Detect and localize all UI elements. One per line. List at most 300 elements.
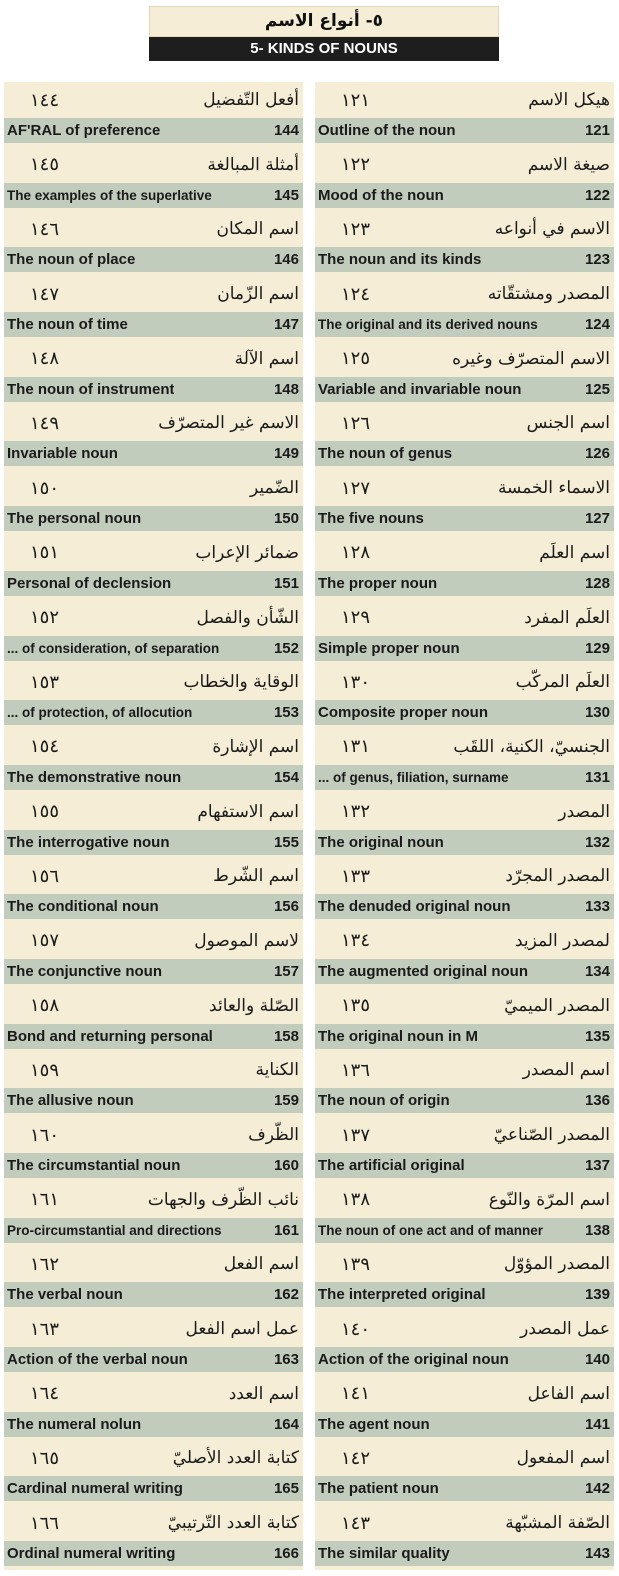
- english-row: [4, 183, 303, 208]
- english-row: [4, 700, 303, 725]
- index-entry: [4, 1376, 303, 1441]
- english-title: The five nouns: [318, 510, 424, 528]
- english-title: Ordinal numeral writing: [7, 1545, 176, 1563]
- english-page-number: 165: [273, 1480, 299, 1498]
- english-row: [315, 506, 614, 531]
- arabic-title: اسم الجنس: [526, 413, 610, 434]
- english-row: [315, 1476, 614, 1501]
- index-entry: [4, 405, 303, 470]
- arabic-page-number: ١٣٣: [341, 865, 371, 887]
- index-entry: [315, 341, 614, 406]
- right-index-column: [315, 82, 614, 1570]
- english-page-number: 136: [584, 1092, 610, 1110]
- arabic-page-number: ١٥٦: [30, 865, 60, 887]
- english-page-number: 124: [584, 316, 610, 334]
- arabic-title: هيكل الاسم: [528, 90, 610, 110]
- english-title: Personal of declension: [7, 574, 172, 592]
- english-page-number: 138: [584, 1221, 610, 1239]
- arabic-page-number: ١٤٠: [341, 1318, 371, 1340]
- arabic-title: ضمائر الإعراب: [195, 542, 299, 563]
- arabic-title: الوقاية والخطاب: [183, 672, 299, 693]
- arabic-row: [315, 1376, 614, 1412]
- index-entry: [315, 405, 614, 470]
- arabic-title: العلَم المفرد: [524, 607, 610, 628]
- arabic-page-number: ١٤٩: [30, 412, 60, 434]
- arabic-title: الصّفة المشبّهة: [505, 1513, 610, 1534]
- arabic-page-number: ١٣٧: [341, 1124, 371, 1146]
- english-title: The noun of origin: [318, 1092, 450, 1110]
- english-title: The similar quality: [318, 1545, 450, 1563]
- english-title: ... of consideration, of separation: [7, 640, 220, 656]
- index-entry: [4, 600, 303, 665]
- english-row: [315, 1282, 614, 1307]
- english-page-number: 135: [584, 1027, 610, 1045]
- arabic-row: [315, 211, 614, 247]
- english-page-number: 152: [273, 639, 299, 657]
- index-entry: [315, 1246, 614, 1311]
- english-row: [315, 1541, 614, 1566]
- arabic-page-number: ١٤١: [341, 1383, 371, 1405]
- arabic-title: المصدر الميميّ: [504, 995, 610, 1016]
- arabic-title: الظّرف: [248, 1125, 299, 1145]
- index-entry: [315, 729, 614, 794]
- index-entry: [315, 211, 614, 276]
- english-page-number: 143: [584, 1545, 610, 1563]
- english-title: The numeral nolun: [7, 1415, 142, 1433]
- english-row: [315, 377, 614, 402]
- arabic-page-number: ١٢٨: [341, 542, 371, 564]
- english-title: The demonstrative noun: [7, 768, 182, 786]
- english-row: [315, 247, 614, 272]
- arabic-title: العلَم المركّب: [515, 672, 610, 693]
- index-entry: [315, 988, 614, 1053]
- arabic-title: أفعل التّفضيل: [203, 90, 299, 110]
- arabic-title: اسم الفاعل: [527, 1383, 610, 1404]
- arabic-page-number: ١٣٠: [341, 671, 371, 693]
- arabic-row: [4, 535, 303, 571]
- english-row: [4, 765, 303, 790]
- arabic-row: [315, 988, 614, 1024]
- arabic-row: [4, 1117, 303, 1153]
- index-entry: [315, 147, 614, 212]
- english-page-number: 166: [273, 1545, 299, 1563]
- english-title: The personal noun: [7, 510, 142, 528]
- index-entry: [4, 664, 303, 729]
- english-row: [4, 1476, 303, 1501]
- arabic-page-number: ١٥٩: [30, 1059, 60, 1081]
- arabic-row: [4, 664, 303, 700]
- arabic-page-number: ١٤٨: [30, 348, 60, 370]
- index-entry: [4, 276, 303, 341]
- english-title: The verbal noun: [7, 1286, 123, 1304]
- arabic-title: المصدر المؤوّل: [503, 1254, 610, 1275]
- english-title: Bond and returning personal: [7, 1027, 213, 1045]
- english-page-number: 163: [273, 1351, 299, 1369]
- arabic-row: [315, 405, 614, 441]
- english-row: [315, 118, 614, 143]
- index-entry: [4, 923, 303, 988]
- arabic-page-number: ١٢٢: [341, 154, 371, 176]
- arabic-title: لمصدر المزيد: [514, 930, 610, 951]
- arabic-page-number: ١٤٧: [30, 283, 60, 305]
- arabic-page-number: ١٣٦: [341, 1059, 371, 1081]
- index-entry: [315, 535, 614, 600]
- english-title: The noun and its kinds: [318, 251, 482, 269]
- english-row: [4, 1541, 303, 1566]
- english-page-number: 142: [584, 1480, 610, 1498]
- arabic-title: المصدر الصّناعيّ: [493, 1125, 610, 1145]
- english-title: The augmented original noun: [318, 962, 528, 980]
- english-page-number: 129: [584, 639, 610, 657]
- arabic-row: [315, 1182, 614, 1218]
- english-title: Composite proper noun: [318, 704, 488, 722]
- index-entry: [315, 600, 614, 665]
- arabic-title: المصدر ومشتقّاته: [487, 284, 610, 305]
- english-page-number: 146: [273, 251, 299, 269]
- arabic-row: [4, 82, 303, 118]
- english-page-number: 131: [584, 768, 610, 786]
- index-entry: [315, 794, 614, 859]
- english-row: [4, 1218, 303, 1243]
- arabic-page-number: ١٢٥: [341, 348, 371, 370]
- index-entry: [4, 794, 303, 859]
- english-title: The original and its derived nouns: [318, 317, 538, 333]
- english-row: [315, 1088, 614, 1113]
- arabic-page-number: ١٦٦: [30, 1512, 60, 1534]
- arabic-title: المصدر المجرّد: [505, 866, 610, 887]
- english-row: [4, 1024, 303, 1049]
- index-entry: [4, 988, 303, 1053]
- arabic-page-number: ١٤٣: [341, 1512, 371, 1534]
- arabic-title: الاسم المتصرّف وغيره: [452, 348, 610, 369]
- english-row: [315, 571, 614, 596]
- english-row: [4, 830, 303, 855]
- english-row: [315, 183, 614, 208]
- arabic-row: [315, 82, 614, 118]
- english-page-number: 134: [584, 962, 610, 980]
- english-row: [315, 894, 614, 919]
- arabic-page-number: ١٥٤: [30, 736, 60, 758]
- arabic-row: [4, 1311, 303, 1347]
- arabic-row: [4, 1505, 303, 1541]
- arabic-page-number: ١٦١: [30, 1189, 60, 1211]
- index-entry: [315, 276, 614, 341]
- english-page-number: 127: [584, 510, 610, 528]
- english-title: The noun of time: [7, 316, 128, 334]
- english-page-number: 133: [584, 898, 610, 916]
- arabic-title: اسم المرّة والنّوع: [488, 1189, 610, 1210]
- english-page-number: 121: [584, 122, 610, 139]
- index-entry: [4, 470, 303, 535]
- english-title: The examples of the superlative: [7, 187, 212, 203]
- index-entry: [315, 858, 614, 923]
- arabic-row: [315, 147, 614, 183]
- english-row: [4, 1412, 303, 1437]
- arabic-page-number: ١٦٣: [30, 1318, 60, 1340]
- index-entry: [4, 1505, 303, 1570]
- english-row: [4, 1347, 303, 1372]
- arabic-row: [315, 664, 614, 700]
- english-row: [315, 1024, 614, 1049]
- english-page-number: 156: [273, 898, 299, 916]
- index-entry: [4, 1052, 303, 1117]
- arabic-title: أمثلة المبالغة: [207, 154, 299, 175]
- arabic-title: لاسم الموصول: [194, 930, 299, 951]
- arabic-row: [315, 341, 614, 377]
- english-page-number: 141: [584, 1415, 610, 1433]
- english-row: [4, 636, 303, 661]
- arabic-title: اسم الآلة: [234, 348, 299, 369]
- english-page-number: 132: [584, 833, 610, 851]
- arabic-row: [315, 1117, 614, 1153]
- english-row: [315, 1218, 614, 1243]
- english-row: [315, 959, 614, 984]
- english-row: [4, 1088, 303, 1113]
- arabic-page-number: ١٤٢: [341, 1447, 371, 1469]
- arabic-page-number: ١٥٠: [30, 477, 60, 499]
- arabic-page-number: ١٢٩: [341, 607, 371, 628]
- arabic-row: [4, 923, 303, 959]
- arabic-title: اسم الفعل: [223, 1254, 299, 1275]
- english-title: Variable and invariable noun: [318, 380, 522, 398]
- section-title-english: 5- KINDS OF NOUNS: [149, 37, 499, 61]
- arabic-title: عمل المصدر: [520, 1319, 610, 1340]
- arabic-row: [4, 600, 303, 636]
- english-title: The original noun in M: [318, 1027, 478, 1045]
- english-row: [4, 247, 303, 272]
- english-page-number: 122: [584, 186, 610, 204]
- arabic-title: اسم الاستفهام: [197, 801, 299, 822]
- index-entry: [315, 1440, 614, 1505]
- english-page-number: 154: [273, 768, 299, 786]
- english-title: The original noun: [318, 833, 444, 851]
- arabic-title: كتابة العدد الأصليّ: [172, 1448, 299, 1469]
- arabic-title: المصدر: [558, 801, 610, 822]
- english-row: [4, 959, 303, 984]
- english-page-number: 159: [273, 1092, 299, 1110]
- arabic-page-number: ١٢٦: [341, 412, 371, 434]
- index-entry: [315, 1117, 614, 1182]
- arabic-row: [315, 923, 614, 959]
- arabic-title: اسم المكان: [216, 219, 299, 240]
- english-title: The proper noun: [318, 574, 438, 592]
- english-title: The circumstantial noun: [7, 1157, 181, 1174]
- english-title: ... of genus, filiation, surname: [318, 769, 509, 785]
- english-page-number: 164: [273, 1415, 299, 1433]
- english-page-number: 128: [584, 574, 610, 592]
- arabic-row: [315, 729, 614, 765]
- english-page-number: 160: [273, 1157, 299, 1174]
- arabic-row: [4, 729, 303, 765]
- arabic-page-number: ١٦٥: [30, 1447, 60, 1469]
- english-row: [4, 377, 303, 402]
- arabic-row: [4, 794, 303, 830]
- english-row: [315, 1347, 614, 1372]
- english-row: [315, 830, 614, 855]
- arabic-title: اسم العدد: [228, 1383, 299, 1404]
- index-entry: [4, 535, 303, 600]
- arabic-page-number: ١٣٨: [341, 1189, 371, 1211]
- index-entry: [315, 470, 614, 535]
- arabic-page-number: ١٢٣: [341, 218, 371, 240]
- left-index-column: [4, 82, 303, 1570]
- english-row: [4, 1153, 303, 1178]
- index-entry: [315, 1376, 614, 1441]
- english-row: [4, 312, 303, 337]
- arabic-title: الجنسيّ، الكنية، اللقَب: [453, 736, 610, 757]
- arabic-row: [315, 600, 614, 636]
- english-row: [315, 441, 614, 466]
- english-page-number: 139: [584, 1286, 610, 1304]
- english-page-number: 148: [273, 380, 299, 398]
- english-row: [315, 700, 614, 725]
- english-title: The noun of one act and of manner: [318, 1222, 544, 1238]
- arabic-row: [315, 1311, 614, 1347]
- arabic-title: الاسم غير المتصرّف: [158, 413, 299, 434]
- english-row: [315, 636, 614, 661]
- arabic-row: [4, 211, 303, 247]
- arabic-title: الضّمير: [250, 478, 299, 499]
- english-title: The interrogative noun: [7, 833, 170, 851]
- index-entry: [4, 1246, 303, 1311]
- arabic-page-number: ١٣٥: [341, 995, 371, 1017]
- arabic-row: [4, 405, 303, 441]
- arabic-row: [4, 1182, 303, 1218]
- english-title: The noun of instrument: [7, 380, 175, 398]
- arabic-page-number: ١٣١: [341, 736, 371, 758]
- arabic-row: [4, 988, 303, 1024]
- english-title: The conditional noun: [7, 898, 159, 916]
- arabic-row: [4, 1246, 303, 1282]
- arabic-row: [4, 341, 303, 377]
- arabic-title: الكناية: [255, 1060, 299, 1081]
- index-entry: [315, 1505, 614, 1570]
- arabic-row: [315, 794, 614, 830]
- english-row: [315, 765, 614, 790]
- arabic-page-number: ١٣٢: [341, 801, 371, 823]
- english-page-number: 123: [584, 251, 610, 269]
- english-row: [4, 441, 303, 466]
- english-page-number: 147: [273, 316, 299, 334]
- arabic-title: اسم العلَم: [539, 542, 610, 563]
- english-page-number: 137: [584, 1157, 610, 1174]
- arabic-title: اسم الإشارة: [212, 736, 299, 757]
- index-entry: [4, 1182, 303, 1247]
- arabic-page-number: ١٥٣: [30, 671, 60, 693]
- english-title: The noun of genus: [318, 445, 453, 463]
- english-page-number: 155: [273, 833, 299, 851]
- arabic-page-number: ١٥٢: [30, 607, 60, 628]
- arabic-row: [315, 1052, 614, 1088]
- arabic-title: نائب الظّرف والجهات: [147, 1189, 299, 1210]
- arabic-page-number: ١٢٧: [341, 477, 371, 499]
- arabic-row: [315, 1505, 614, 1541]
- english-title: Action of the original noun: [318, 1351, 509, 1369]
- index-entry: [315, 1311, 614, 1376]
- english-page-number: 126: [584, 445, 610, 463]
- english-page-number: 151: [273, 574, 299, 592]
- english-row: [315, 312, 614, 337]
- english-page-number: 149: [273, 445, 299, 463]
- arabic-row: [315, 858, 614, 894]
- arabic-row: [4, 470, 303, 506]
- arabic-row: [4, 147, 303, 183]
- english-page-number: 130: [584, 704, 610, 722]
- english-page-number: 157: [273, 962, 299, 980]
- english-title: Outline of the noun: [318, 122, 456, 139]
- english-title: The noun of place: [7, 251, 136, 269]
- english-title: The agent noun: [318, 1415, 430, 1433]
- arabic-title: اسم الزّمان: [217, 284, 299, 305]
- index-entry: [4, 82, 303, 147]
- arabic-page-number: ١٢١: [341, 89, 371, 111]
- english-page-number: 125: [584, 380, 610, 398]
- arabic-row: [4, 1376, 303, 1412]
- english-row: [4, 894, 303, 919]
- arabic-row: [4, 276, 303, 312]
- english-title: Pro-circumstantial and directions: [7, 1222, 222, 1238]
- section-title-arabic: ٥- أنواع الاسم: [149, 6, 499, 37]
- english-title: The conjunctive noun: [7, 962, 163, 980]
- arabic-title: الاسم في أنواعه: [494, 219, 610, 240]
- arabic-row: [4, 1052, 303, 1088]
- english-page-number: 140: [584, 1351, 610, 1369]
- english-title: Simple proper noun: [318, 639, 460, 657]
- index-entry: [4, 147, 303, 212]
- english-title: The artificial original: [318, 1157, 465, 1174]
- arabic-row: [4, 1440, 303, 1476]
- index-entry: [4, 341, 303, 406]
- index-entry: [315, 664, 614, 729]
- english-title: The allusive noun: [7, 1092, 134, 1110]
- index-entry: [4, 1440, 303, 1505]
- english-title: ... of protection, of allocution: [7, 705, 193, 721]
- english-row: [4, 506, 303, 531]
- index-entry: [315, 82, 614, 147]
- english-row: [4, 118, 303, 143]
- arabic-page-number: ١٦٤: [30, 1383, 60, 1405]
- english-page-number: 162: [273, 1286, 299, 1304]
- arabic-page-number: ١٥٧: [30, 930, 60, 952]
- arabic-row: [315, 276, 614, 312]
- index-entry: [4, 1311, 303, 1376]
- english-title: Invariable noun: [7, 445, 118, 463]
- arabic-page-number: ١٦٢: [30, 1253, 60, 1275]
- arabic-row: [4, 858, 303, 894]
- arabic-title: اسم الشّرط: [213, 866, 299, 887]
- arabic-title: اسم المصدر: [522, 1060, 610, 1081]
- arabic-row: [315, 1440, 614, 1476]
- arabic-page-number: ١٦٠: [30, 1124, 60, 1146]
- index-entry: [315, 1052, 614, 1117]
- arabic-row: [315, 535, 614, 571]
- section-header: [149, 6, 499, 61]
- arabic-title: الشّأن والفصل: [196, 607, 299, 628]
- arabic-page-number: ١٤٦: [30, 218, 60, 240]
- english-title: Cardinal numeral writing: [7, 1480, 183, 1498]
- index-entry: [4, 729, 303, 794]
- arabic-title: صيغة الاسم: [527, 154, 610, 175]
- english-row: [315, 1153, 614, 1178]
- english-title: Mood of the noun: [318, 186, 444, 204]
- arabic-row: [315, 1246, 614, 1282]
- english-row: [315, 1412, 614, 1437]
- english-page-number: 161: [273, 1221, 299, 1239]
- arabic-page-number: ١٣٤: [341, 930, 371, 952]
- arabic-title: الاسماء الخمسة: [497, 478, 610, 499]
- english-title: The patient noun: [318, 1480, 439, 1498]
- arabic-page-number: ١٥٥: [30, 801, 60, 823]
